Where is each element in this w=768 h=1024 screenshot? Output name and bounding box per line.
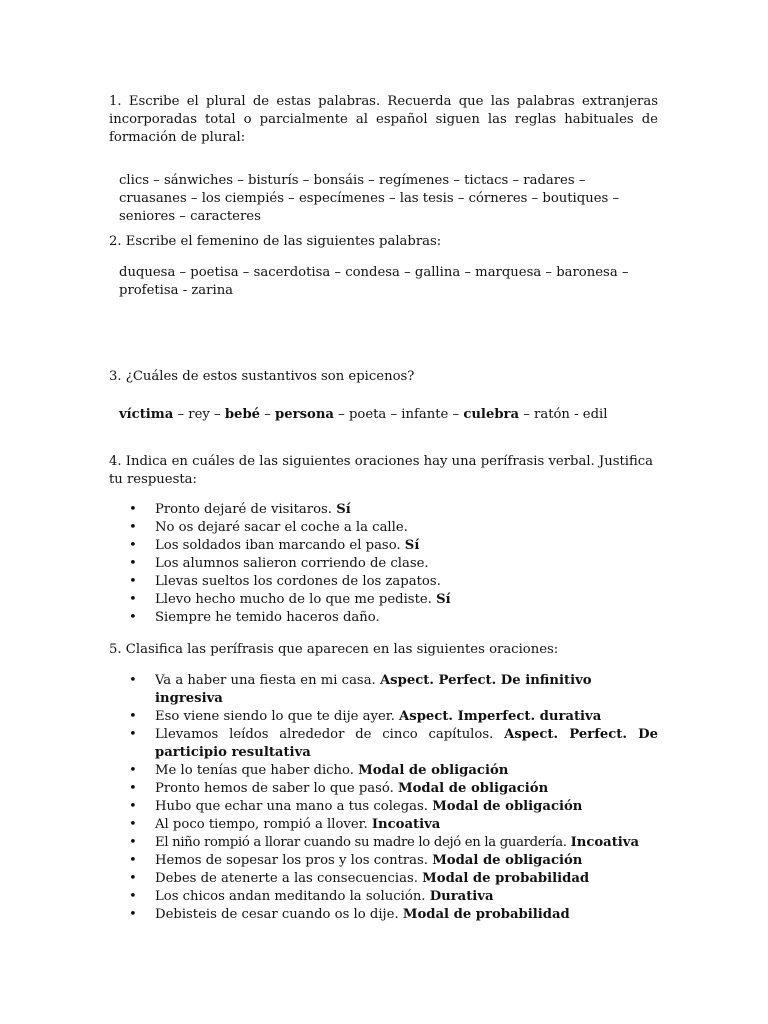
q3-token: bebé [224,407,261,422]
list-item [109,555,658,573]
sentence-text: Debisteis de cesar cuando os lo dije. [155,907,403,922]
q4-heading: 4. Indica en cuáles de las siguientes oraciones hay una perífrasis verbal. Justifica tu respuesta: [109,454,654,487]
sentence-text: Va a haber una fiesta en mi casa. [155,673,380,688]
q4-sentence-list [109,501,658,627]
bullet-icon: • [129,502,137,517]
bullet-icon: • [129,610,137,625]
list-item [109,906,658,924]
list-item [109,591,658,609]
answer-text: Aspect. Imperfect. durativa [399,709,602,724]
bullet-icon: • [129,673,137,688]
q3-token: – poeta – infante – [333,407,464,422]
answer-text: Modal de probabilidad [422,871,590,886]
sentence-text: Llevas sueltos los cordones de los zapatos. [155,574,441,589]
list-item [109,519,658,537]
sentence-text: No os dejaré sacar el coche a la calle. [155,520,408,535]
bullet-icon: • [129,907,137,922]
list-item [109,501,658,519]
bullet-icon: • [129,835,137,850]
bullet-icon: • [129,727,137,742]
sentence-text: Eso viene siendo lo que te dije ayer. [155,709,400,724]
bullet-icon: • [129,520,137,535]
list-item [109,834,658,852]
answer-text: Durativa [429,889,494,904]
q3-token: – rey – [173,407,225,422]
answer-text: Modal de probabilidad [402,907,570,922]
list-item [109,852,658,870]
q1-heading: 1. Escribe el plural de estas palabras. Recuerda que las palabras extranjeras incorporadas total o parcialmente al español siguen las reglas habituales de formación de plural: [109,94,658,145]
q3-word-list [119,406,649,424]
sentence-text: Hubo que echar una mano a tus colegas. [155,799,433,814]
answer-text: Sí [436,592,451,607]
answer-text: Incoativa [371,817,441,832]
sentence-text: Los soldados iban marcando el paso. [155,538,405,553]
q3-token: persona [275,407,334,422]
list-item [109,708,658,726]
q5-sentence-list [109,672,658,924]
q1-word-list: clics – sánwiches – bisturís – bonsáis – regímenes – tictacs – radares – cruasanes – los ciempiés – especímenes – las tesis – córneres – boutiques – seniores – caracteres [119,173,620,224]
bullet-icon: • [129,817,137,832]
q3-heading: 3. ¿Cuáles de estos sustantivos son epicenos? [109,369,415,384]
sentence-text: Debes de atenerte a las consecuencias. [155,871,423,886]
answer-text: Modal de obligación [432,853,583,868]
bullet-icon: • [129,853,137,868]
sentence-text: Llevo hecho mucho de lo que me pediste. [155,592,437,607]
answer-text: Sí [336,502,351,517]
bullet-icon: • [129,574,137,589]
sentence-text: Siempre he temido haceros daño. [155,610,380,625]
sentence-text: Llevamos leídos alrededor de cinco capítulos. [155,727,505,742]
q3-token: culebra [463,407,520,422]
bullet-icon: • [129,763,137,778]
answer-text: Aspect. Perfect. De participio resultativa [155,727,658,760]
answer-text: Incoativa [570,835,640,850]
bullet-icon: • [129,799,137,814]
list-item [109,609,658,627]
q3-token: víctima [119,407,174,422]
bullet-icon: • [129,709,137,724]
list-item [109,870,658,888]
sentence-text: Pronto hemos de saber lo que pasó. [155,781,398,796]
q5-heading: 5. Clasifica las perífrasis que aparecen en las siguientes oraciones: [109,642,559,657]
q2-word-list: duquesa – poetisa – sacerdotisa – condesa – gallina – marquesa – baronesa – profetisa - zarina [119,265,629,298]
bullet-icon: • [129,889,137,904]
sentence-text: Pronto dejaré de visitaros. [155,502,337,517]
sentence-text: Los chicos andan meditando la solución. [155,889,430,904]
answer-text: Sí [404,538,420,553]
list-item [109,762,658,780]
sentence-text: Los alumnos salieron corriendo de clase. [155,556,429,571]
answer-text: Modal de obligación [398,781,549,796]
list-item [109,888,658,906]
sentence-text: Me lo tenías que haber dicho. [155,763,359,778]
bullet-icon: • [129,781,137,796]
bullet-icon: • [129,538,137,553]
answer-text: Modal de obligación [358,763,509,778]
sentence-text: El niño rompió a llorar cuando su madre lo dejó en la guardería. [155,835,571,850]
list-item [109,537,658,555]
bullet-icon: • [129,871,137,886]
answer-text: Modal de obligación [432,799,583,814]
list-item [109,672,658,708]
q2-heading: 2. Escribe el femenino de las siguientes palabras: [109,234,442,249]
bullet-icon: • [129,592,137,607]
list-item [109,573,658,591]
sentence-text: Hemos de sopesar los pros y los contras. [155,853,433,868]
list-item [109,798,658,816]
answer-text: Aspect. Perfect. De infinitivo ingresiva [155,673,592,706]
list-item [109,726,658,762]
list-item [109,816,658,834]
list-item [109,780,658,798]
q3-token: – [260,407,276,422]
bullet-icon: • [129,556,137,571]
q3-token: – ratón - edil [519,407,608,422]
sentence-text: Al poco tiempo, rompió a llover. [155,817,372,832]
